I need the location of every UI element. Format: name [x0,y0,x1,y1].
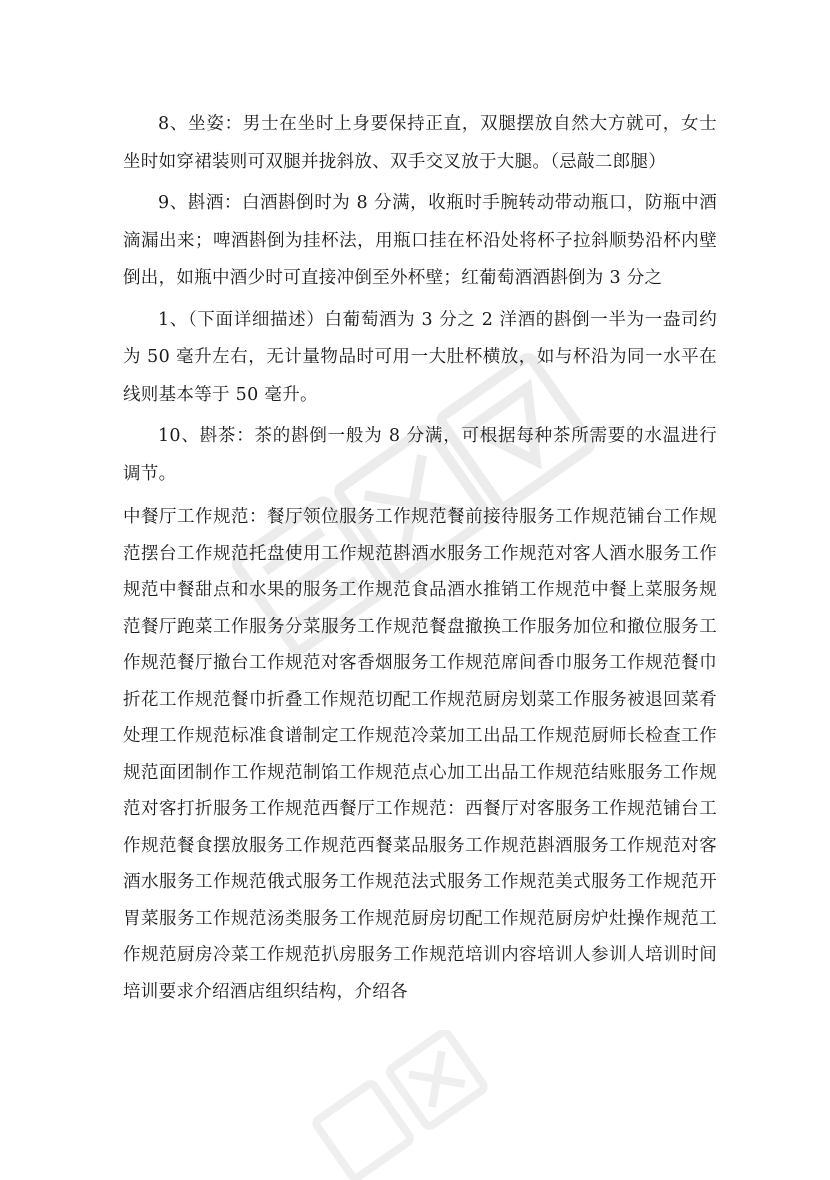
paragraph-pouring-wine: 9、斟酒：白酒斟倒时为 8 分满，收瓶时手腕转动带动瓶口，防瓶中酒滴漏出来；啤酒斟倒为挂杯法，用瓶口挂在杯沿处将杯子拉斜顺势沿杯内壁倒出，如瓶中酒少时可直接冲倒至外杯壁；红葡萄酒酒斟倒为 3 分之 [123,193,717,288]
paragraph-white-wine: 1、（下面详细描述）白葡萄酒为 3 分之 2 洋酒的斟倒一半为一盎司约为 50 毫升左右，无计量物品时可用一大肚杯横放，如与杯沿为同一水平在线则基本等于 50 毫升。 [123,309,717,405]
watermark-logo-bottom [300,1030,500,1180]
paragraph-pouring-tea: 10、斟茶：茶的斟倒一般为 8 分满，可根据每种茶所需要的水温进行调节。 [123,426,717,484]
document-body [123,106,717,1014]
paragraph-work-standards: 中餐厅工作规范：餐厅领位服务工作规范餐前接待服务工作规范铺台工作规范摆台工作规范托盘使用工作规范斟酒水服务工作规范对客人酒水服务工作规范中餐甜点和水果的服务工作规范食品酒水推销工作规范中餐上菜服务规范餐厅跑菜工作服务分菜服务工作规范餐盘撤换工作服务加位和撤位服务工作规范餐厅撤台工作规范对客香烟服务工作规范席间香巾服务工作规范餐巾折花工作规范餐巾折叠工作规范切配工作规范厨房划菜工作服务被退回菜肴处理工作规范标准食谱制定工作规范冷菜加工出品工作规范厨师长检查工作规范面团制作工作规范制馅工作规范点心加工出品工作规范结账服务工作规范对客打折服务工作规范西餐厅工作规范：西餐厅对客服务工作规范铺台工作规范餐食摆放服务工作规范西餐菜品服务工作规范斟酒服务工作规范对客酒水服务工作规范俄式服务工作规范法式服务工作规范美式服务工作规范开胃菜服务工作规范汤类服务工作规范厨房切配工作规范厨房炉灶操作规范工作规范厨房冷菜工作规范扒房服务工作规范培训内容培训人参训人培训时间培训要求介绍酒店组织结构，介绍各 [123,507,717,1002]
paragraph-sitting-posture: 8、坐姿：男士在坐时上身要保持正直，双腿摆放自然大方就可，女士坐时如穿裙装则可双腿并拢斜放、双手交叉放于大腿。（忌敲二郎腿） [123,114,717,172]
